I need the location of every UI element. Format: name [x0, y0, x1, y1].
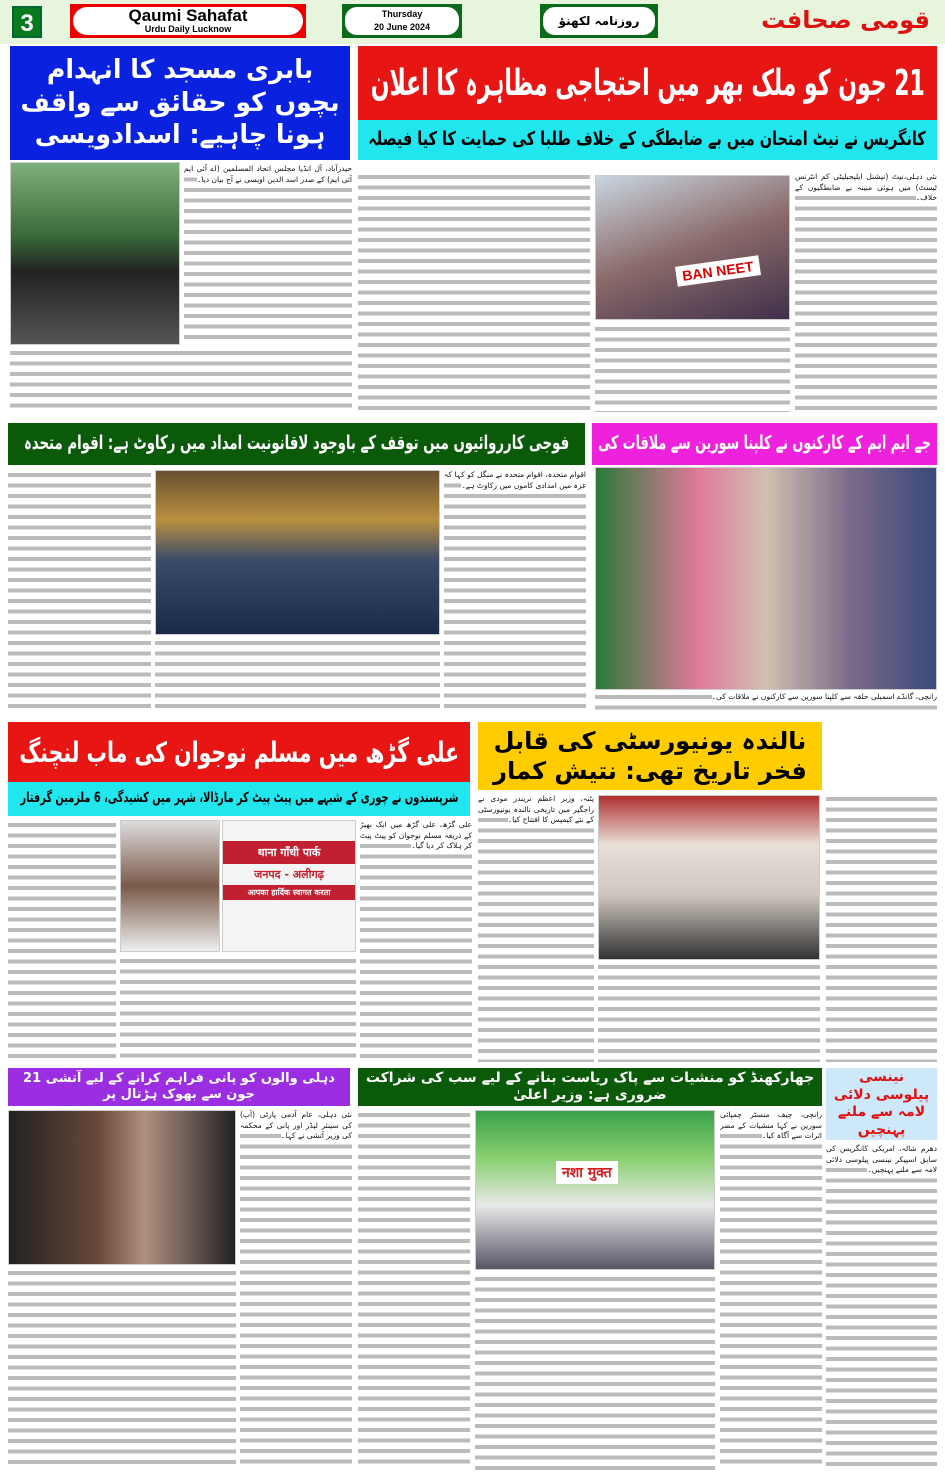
headline-jharkhand-box — [358, 1068, 822, 1106]
photo-atishi — [8, 1110, 236, 1265]
article-body: اقوام متحدہ، اقوام متحدہ نے منگل کو کہا کہ غزہ میں امدادی کاموں میں رکاوٹ ہے۔ — [444, 470, 586, 710]
headline-pelosi: نینسی پیلوسی دلائی لامہ سے ملنے پہنچیں — [833, 1069, 930, 1138]
photo-kalpana-soren — [595, 467, 937, 690]
banner-text: नशा मुक्त — [556, 1161, 618, 1184]
headline-aligarh: علی گڑھ میں مسلم نوجوان کی ماب لنچنگ — [19, 735, 459, 769]
article-body: نئی دہلی،نیٹ (نیشنل ایلیجبلیٹی کم انٹرنس ٹیسٹ) میں ہوئی مبینہ بے ضابطگیوں کے خلاف۔ — [795, 172, 937, 412]
article-body — [8, 470, 151, 710]
photo-neet-protest — [595, 175, 790, 320]
photo-un-assembly — [155, 470, 440, 635]
article-body: پٹنہ، وزیر اعظم نریندر مودی نے راجگیر میں تاریخی نالندہ یونیورسٹی کے نئے کیمپس کا افتتاح کیا۔ — [478, 794, 594, 1062]
date: 20 June 2024 — [373, 22, 431, 32]
page-number: 3 — [12, 6, 42, 38]
headline-protest: 21 جون کو ملک بھر میں احتجاجی مظاہرہ کا اعلان — [370, 62, 925, 104]
article-body — [598, 962, 820, 1062]
welcome-sign: आपका हार्दिक स्वागत करता — [223, 885, 355, 900]
station-sign: थाना गाँधी पार्क — [223, 841, 355, 864]
subhead-aligarh: شرپسندوں نے چوری کے شبہے میں پیٹ پیٹ کر مارڈالا، شہر میں کشیدگی، 6 ملزمین گرفتار — [20, 790, 458, 807]
article-body: علی گڑھ، علی گڑھ میں ایک بھیڑ کے ذریعہ مسلم نوجوان کو پیٹ پیٹ کر ہلاک کر دیا گیا۔ — [360, 820, 472, 1062]
subhead-neet: کانگریس نے نیٹ امتحان میں بے ضابطگی کے خلاف طلبا کی حمایت کا کیا فیصلہ — [368, 128, 927, 151]
headline-atishi-box — [8, 1068, 350, 1106]
protest-sign: BAN NEET — [675, 255, 761, 286]
headline-babri-box — [10, 46, 350, 160]
district-sign: जनपद - अलीगढ़ — [254, 868, 324, 881]
article-body — [358, 1110, 470, 1470]
photo-owaisi — [10, 162, 180, 345]
subhead-aligarh-box — [8, 782, 470, 816]
headline-un: فوجی کارروائیوں میں توقف کے باوجود لاقانونیت امداد میں رکاوٹ ہے: اقوام متحدہ — [23, 432, 570, 455]
photo-nitish-kumar — [598, 795, 820, 960]
english-logo — [70, 4, 306, 38]
headline-nalanda-box — [478, 722, 822, 790]
headline-pelosi-box — [826, 1068, 937, 1140]
headline-nalanda: نالندہ یونیورسٹی کی قابل فخر تاریخ تھی: نتیش کمار — [493, 727, 807, 785]
photo-hemant-soren — [475, 1110, 715, 1270]
headline-jmm: جے ایم ایم کے کارکنوں نے کلپنا سورین سے ملاقات کی — [598, 432, 931, 455]
article-body: نئی دہلی، عام آدمی پارٹی (آپ) کی سینئر لیڈر اور پانی کے محکمہ کی وزیر آتشی نے کہا۔ — [240, 1110, 352, 1470]
photo-victim — [120, 820, 220, 952]
day: Thursday — [381, 9, 423, 19]
article-body: دھرم شالہ، امریکی کانگریس کی سابق اسپیکر نینسی پیلوسی دلائی لامہ سے ملنے پہنچیں۔ — [826, 1144, 937, 1470]
headline-babri: بابری مسجد کا انہدام بچوں کو حقائق سے واقف ہونا چاہیے: اسدادویسی — [20, 55, 340, 151]
article-body — [826, 794, 937, 1062]
article-body — [155, 638, 440, 710]
headline-aligarh-box — [8, 722, 470, 782]
roznama-box — [540, 4, 658, 38]
subhead-neet-box — [358, 120, 937, 160]
tagline: Urdu Daily Lucknow — [144, 24, 232, 34]
headline-protest-box — [358, 46, 937, 120]
article-body — [595, 324, 790, 412]
article-body — [358, 172, 590, 412]
article-body: رانچی، چیف منسٹر چمپائی سورین نے کہا منشیات کے مضر اثرات سے آگاہ کیا۔ — [720, 1110, 822, 1470]
article-body — [8, 1268, 236, 1470]
date-box — [342, 4, 462, 38]
paper-name: Qaumi Sahafat — [128, 6, 248, 25]
article-body — [8, 820, 116, 1062]
article-body — [120, 956, 356, 1062]
article-body — [475, 1274, 715, 1470]
headline-un-box — [8, 423, 585, 465]
headline-jmm-box — [592, 423, 937, 465]
headline-jharkhand: جھارکھنڈ کو منشیات سے پاک ریاست بنانے کے لیے سب کی شراکت ضروری ہے: وزیر اعلیٰ — [365, 1069, 815, 1103]
roznama: روزنامہ لکھنؤ — [543, 7, 655, 35]
article-body — [10, 348, 352, 410]
headline-atishi: دہلی والوں کو پانی فراہم کرانے کے لیے آتشی 21 جون سے بھوک ہڑتال پر — [23, 1070, 335, 1102]
urdu-logo: قومی صحافت — [761, 6, 930, 34]
article-body: حیدرآباد، آل انڈیا مجلس اتحاد المسلمین (اے آئی ایم آئی ایم) کے صدر اسد الدین اویسی نے آج بیان دیا۔ — [184, 164, 352, 345]
article-body: رانچی، گانڈے اسمبلی حلقہ سے کلپنا سورین سے کارکنوں نے ملاقات کی۔ — [595, 692, 937, 714]
photo-police-station — [222, 820, 356, 952]
